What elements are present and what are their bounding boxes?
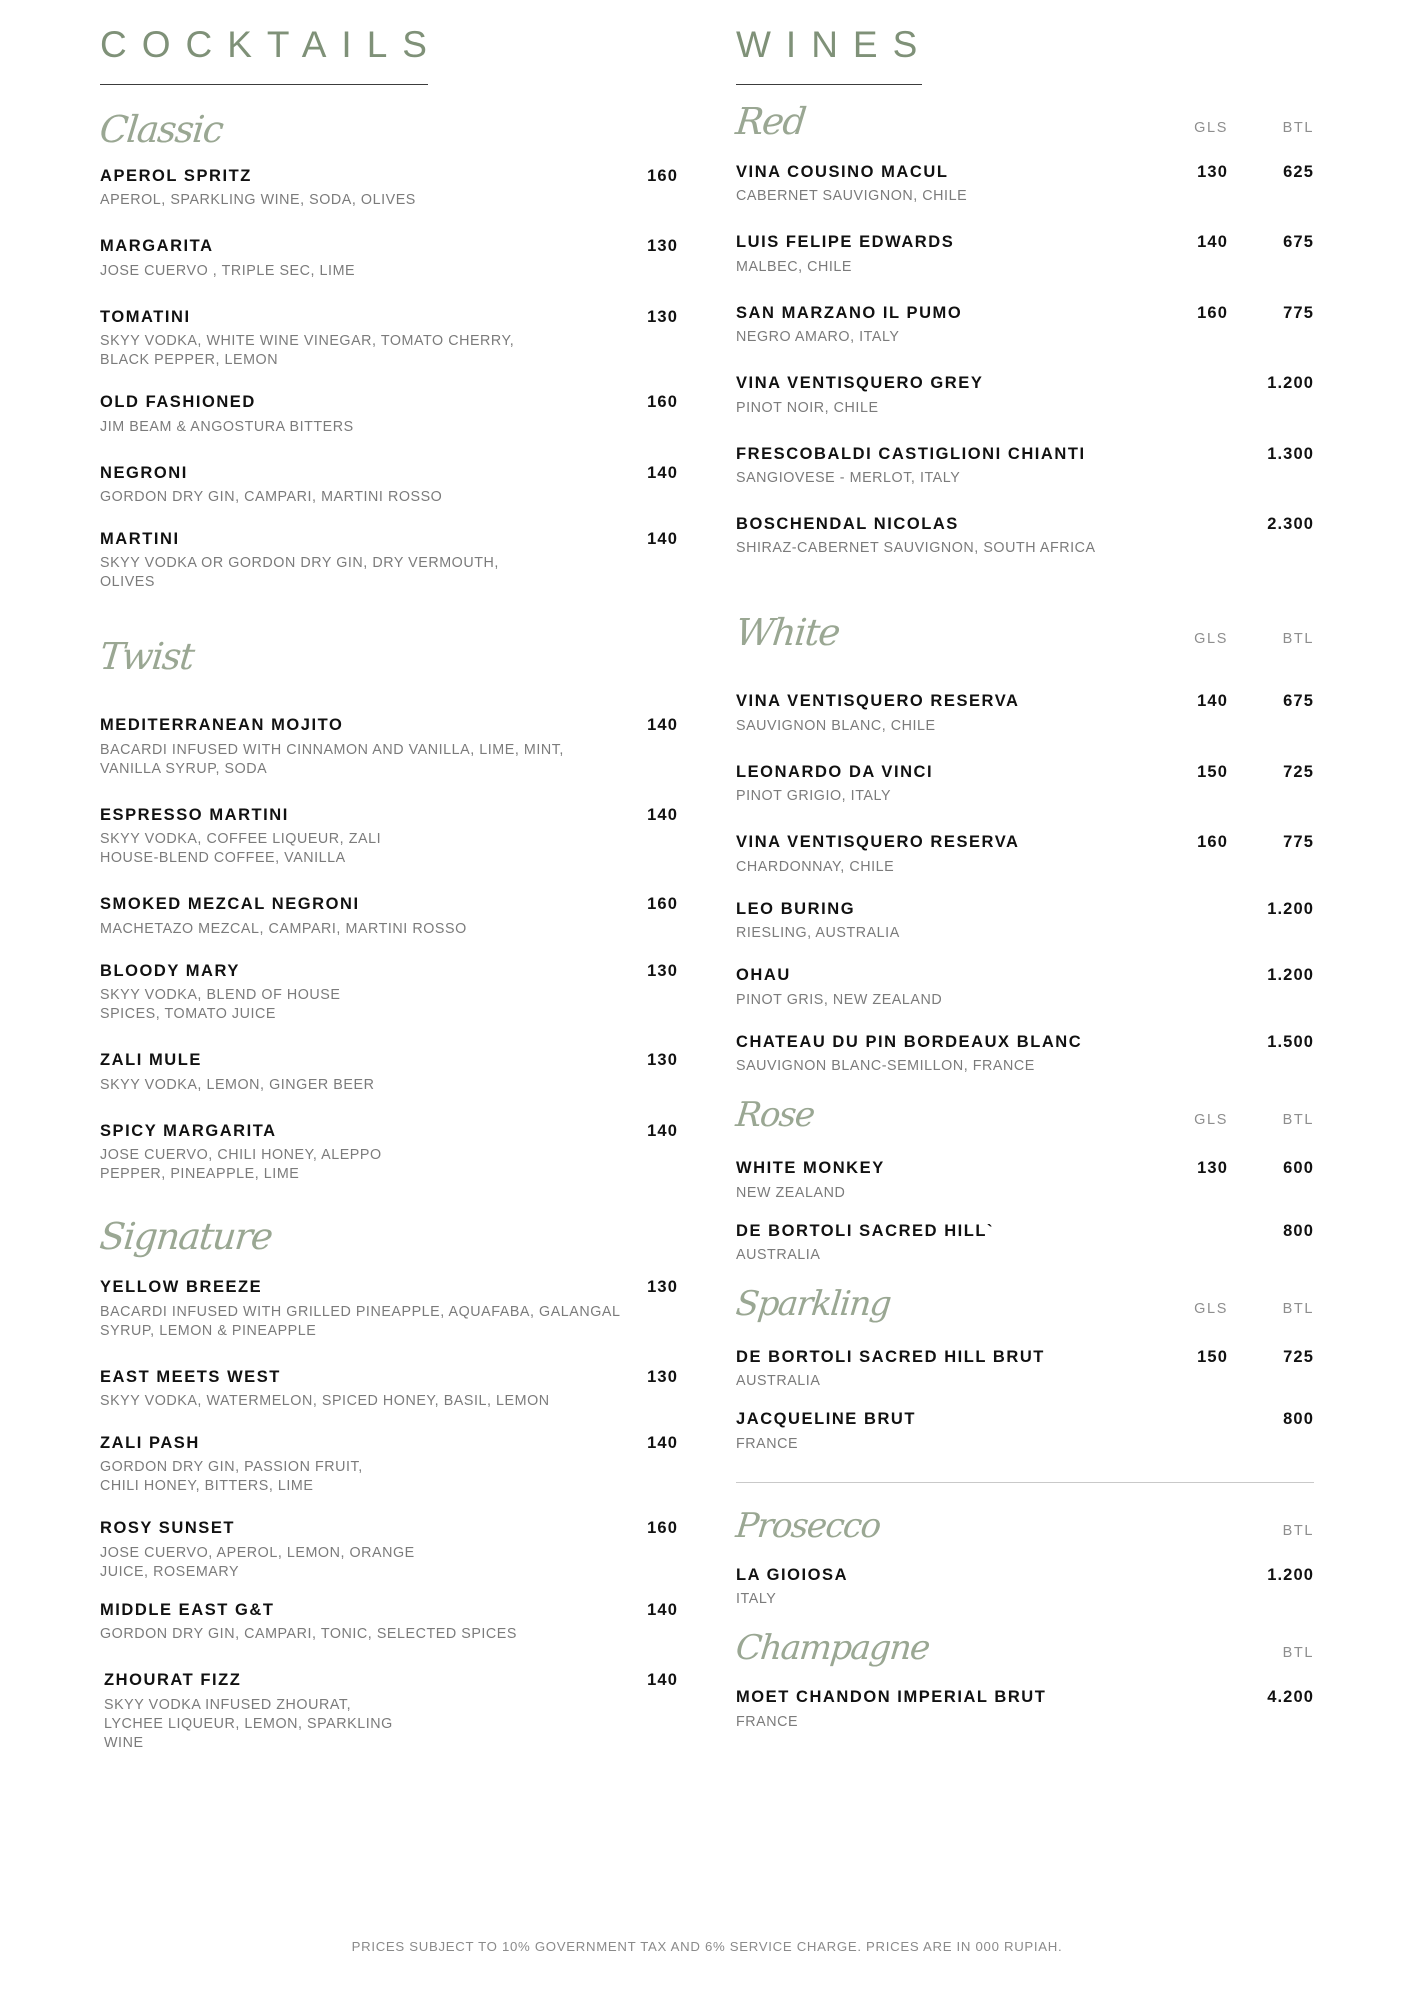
item-name: DE BORTOLI SACRED HILL BRUT: [736, 1347, 1045, 1366]
item-description: SKYY VODKA, COFFEE LIQUEUR, ZALI HOUSE-BLEND COFFEE, VANILLA: [100, 831, 382, 867]
section-divider: [736, 1482, 1314, 1483]
menu-item[interactable]: [100, 1277, 678, 1340]
wine-item[interactable]: [736, 965, 1314, 1009]
item-name: VINA VENTISQUERO GREY: [736, 374, 984, 393]
item-name: MIDDLE EAST G&T: [100, 1600, 275, 1619]
item-description: PINOT NOIR, CHILE: [736, 399, 879, 416]
column-headers: [1142, 631, 1314, 651]
section-header-champagne: [733, 1628, 1314, 1669]
item-price: 130: [647, 307, 678, 326]
item-price-btl: 1.200: [1267, 899, 1314, 918]
item-price-gls: 140: [1197, 233, 1228, 252]
item-name: MEDITERRANEAN MOJITO: [100, 716, 344, 735]
item-name: WHITE MONKEY: [736, 1159, 885, 1178]
column-header-gls: GLS: [1194, 1112, 1228, 1129]
wine-item[interactable]: [736, 832, 1314, 876]
item-description: GORDON DRY GIN, PASSION FRUIT, CHILI HONEY, BITTERS, LIME: [100, 1459, 363, 1495]
section-label-twist: Twist: [97, 635, 196, 679]
section-header-rose: [733, 1095, 1314, 1136]
item-price: 160: [647, 895, 678, 914]
item-price: 130: [647, 1367, 678, 1386]
item-description: JOSE CUERVO, APEROL, LEMON, ORANGE JUICE, ROSEMARY: [100, 1544, 415, 1580]
section-label-classic: Classic: [97, 107, 225, 151]
wine-item[interactable]: [736, 1032, 1314, 1076]
item-description: JOSE CUERVO, CHILI HONEY, ALEPPO PEPPER, PINEAPPLE, LIME: [100, 1147, 382, 1183]
menu-item[interactable]: [100, 166, 678, 210]
wine-item[interactable]: [736, 1409, 1314, 1453]
item-price-btl: 1.200: [1267, 966, 1314, 985]
wines-title: WINES: [736, 24, 933, 65]
item-price-btl: 625: [1283, 162, 1314, 181]
wines-column: [733, 24, 1314, 1732]
column-header-btl: BTL: [1282, 631, 1314, 648]
item-price-gls: 130: [1197, 1159, 1228, 1178]
column-header-gls: GLS: [1194, 631, 1228, 648]
item-description: SKYY VODKA, LEMON, GINGER BEER: [100, 1076, 375, 1093]
column-header-btl: BTL: [1282, 1112, 1314, 1129]
menu-item[interactable]: [100, 1121, 678, 1184]
column-header-btl: BTL: [1282, 1300, 1314, 1317]
item-description: SKYY VODKA, BLEND OF HOUSE SPICES, TOMATO JUICE: [100, 987, 341, 1023]
item-description: SANGIOVESE - MERLOT, ITALY: [736, 470, 961, 487]
section-header-red: [733, 99, 1314, 143]
item-name: CHATEAU DU PIN BORDEAUX BLANC: [736, 1032, 1083, 1051]
column-headers: [1142, 1523, 1314, 1543]
menu-item[interactable]: [100, 805, 678, 868]
wine-item[interactable]: [736, 514, 1314, 558]
item-price-gls: 140: [1197, 692, 1228, 711]
item-name: ROSY SUNSET: [100, 1519, 236, 1538]
item-name: ZALI MULE: [100, 1051, 202, 1070]
column-header-gls-empty: [1142, 1523, 1228, 1539]
wine-item[interactable]: [736, 762, 1314, 806]
item-price-btl: 800: [1283, 1410, 1314, 1429]
item-price: 140: [647, 1121, 678, 1140]
item-description: NEW ZEALAND: [736, 1184, 846, 1201]
item-price-gls: 150: [1197, 1347, 1228, 1366]
item-name: OHAU: [736, 966, 791, 985]
item-name: JACQUELINE BRUT: [736, 1410, 917, 1429]
item-price-btl: 2.300: [1267, 515, 1314, 534]
item-price-btl: 675: [1283, 233, 1314, 252]
item-name: NEGRONI: [100, 463, 188, 482]
section-label-rose: Rose: [733, 1095, 816, 1136]
column-headers: [1142, 1301, 1314, 1321]
section-label-sparkling: Sparkling: [733, 1283, 893, 1324]
footer-note: PRICES SUBJECT TO 10% GOVERNMENT TAX AND 6% SERVICE CHARGE. PRICES ARE IN 000 RUPIAH.: [351, 1939, 1063, 1954]
item-description: GORDON DRY GIN, CAMPARI, MARTINI ROSSO: [100, 489, 443, 506]
item-price-btl: 1.300: [1267, 444, 1314, 463]
item-description: SAUVIGNON BLANC-SEMILLON, FRANCE: [736, 1058, 1035, 1075]
menu-item[interactable]: [100, 236, 678, 280]
item-price: 140: [647, 805, 678, 824]
item-name: SPICY MARGARITA: [100, 1121, 277, 1140]
menu-item[interactable]: [100, 1367, 678, 1411]
item-description: JOSE CUERVO , TRIPLE SEC, LIME: [100, 262, 356, 279]
item-name: EAST MEETS WEST: [100, 1367, 281, 1386]
item-description: SKYY VODKA, WATERMELON, SPICED HONEY, BASIL, LEMON: [100, 1392, 550, 1409]
item-name: LA GIOIOSA: [736, 1565, 849, 1584]
wine-item[interactable]: [736, 1687, 1314, 1731]
item-description: AUSTRALIA: [736, 1373, 821, 1390]
menu-item[interactable]: [100, 961, 678, 1024]
item-price-gls: 160: [1197, 833, 1228, 852]
item-price-btl: 775: [1283, 833, 1314, 852]
item-description: MALBEC, CHILE: [736, 258, 852, 275]
wine-item[interactable]: [736, 232, 1314, 276]
item-name: BOSCHENDAL NICOLAS: [736, 515, 959, 534]
item-name: SAN MARZANO IL PUMO: [736, 303, 963, 322]
section-label-white: White: [733, 611, 842, 655]
item-price-btl: 725: [1283, 1347, 1314, 1366]
item-price: 160: [647, 1519, 678, 1538]
item-price: 130: [647, 237, 678, 256]
menu-item[interactable]: [100, 307, 678, 370]
column-header-btl: BTL: [1282, 1522, 1314, 1539]
item-name: OLD FASHIONED: [100, 393, 256, 412]
section-header-sparkling: [733, 1283, 1314, 1324]
item-price-btl: 725: [1283, 762, 1314, 781]
item-name: VINA COUSINO MACUL: [736, 162, 949, 181]
item-description: FRANCE: [736, 1713, 799, 1730]
wine-item[interactable]: [736, 1158, 1314, 1202]
item-name: MOET CHANDON IMPERIAL BRUT: [736, 1688, 1047, 1707]
item-price-btl: 775: [1283, 303, 1314, 322]
item-name: VINA VENTISQUERO RESERVA: [736, 833, 1020, 852]
wine-item[interactable]: [736, 899, 1314, 943]
item-name: ZHOURAT FIZZ: [104, 1671, 242, 1690]
item-description: SKYY VODKA OR GORDON DRY GIN, DRY VERMOUTH, OLIVES: [100, 555, 499, 591]
column-header-btl: BTL: [1282, 1645, 1314, 1662]
item-description: PINOT GRIGIO, ITALY: [736, 788, 892, 805]
item-name: MARTINI: [100, 530, 180, 549]
item-price-btl: 600: [1283, 1159, 1314, 1178]
item-price: 130: [647, 1051, 678, 1070]
wine-item[interactable]: [736, 691, 1314, 735]
item-name: LEONARDO DA VINCI: [736, 762, 934, 781]
item-name: YELLOW BREEZE: [100, 1278, 263, 1297]
item-name: APEROL SPRITZ: [100, 166, 252, 185]
item-name: ZALI PASH: [100, 1433, 200, 1452]
item-price-btl: 800: [1283, 1221, 1314, 1240]
item-price: 140: [647, 1671, 678, 1690]
item-name: FRESCOBALDI CASTIGLIONI CHIANTI: [736, 444, 1086, 463]
wine-item[interactable]: [736, 1565, 1314, 1609]
item-name: SMOKED MEZCAL NEGRONI: [100, 895, 360, 914]
item-description: AUSTRALIA: [736, 1246, 821, 1263]
item-price: 140: [647, 463, 678, 482]
menu-item[interactable]: [100, 1050, 678, 1094]
item-price-gls: 150: [1197, 762, 1228, 781]
item-description: APEROL, SPARKLING WINE, SODA, OLIVES: [100, 192, 416, 209]
menu-item[interactable]: [100, 894, 678, 938]
menu-item[interactable]: [100, 715, 678, 778]
wine-item[interactable]: [736, 1221, 1314, 1265]
item-description: PINOT GRIS, NEW ZEALAND: [736, 991, 943, 1008]
item-price-btl: 1.200: [1267, 374, 1314, 393]
column-headers: [1142, 120, 1314, 140]
item-description: ITALY: [736, 1591, 777, 1608]
section-label-red: Red: [733, 99, 808, 143]
item-name: ESPRESSO MARTINI: [100, 805, 289, 824]
cocktails-column: [97, 24, 678, 1753]
menu-item[interactable]: [100, 1670, 678, 1752]
menu-item[interactable]: [100, 529, 678, 592]
item-name: DE BORTOLI SACRED HILL`: [736, 1221, 995, 1240]
item-price: 140: [647, 1433, 678, 1452]
item-price-btl: 675: [1283, 692, 1314, 711]
cocktails-title: COCKTAILS: [100, 24, 442, 65]
item-description: SKYY VODKA INFUSED ZHOURAT, LYCHEE LIQUEUR, LEMON, SPARKLING WINE: [104, 1696, 393, 1751]
item-price: 130: [647, 961, 678, 980]
menu-item[interactable]: [100, 463, 678, 507]
item-name: BLOODY MARY: [100, 961, 240, 980]
column-headers: [1142, 1112, 1314, 1132]
section-label-prosecco: Prosecco: [733, 1505, 882, 1546]
item-price-gls: 160: [1197, 303, 1228, 322]
item-description: SHIRAZ-CABERNET SAUVIGNON, SOUTH AFRICA: [736, 540, 1096, 557]
menu-columns: [97, 24, 1314, 1753]
item-price: 140: [647, 716, 678, 735]
item-description: GORDON DRY GIN, CAMPARI, TONIC, SELECTED SPICES: [100, 1626, 517, 1643]
item-name: TOMATINI: [100, 307, 191, 326]
item-description: SAUVIGNON BLANC, CHILE: [736, 717, 936, 734]
wine-item[interactable]: [736, 373, 1314, 417]
column-header-gls: GLS: [1194, 119, 1228, 136]
wine-item[interactable]: [736, 303, 1314, 347]
column-headers: [1142, 1645, 1314, 1665]
wine-item[interactable]: [736, 162, 1314, 206]
item-price: 140: [647, 1600, 678, 1619]
item-price-btl: 4.200: [1267, 1688, 1314, 1707]
item-description: SKYY VODKA, WHITE WINE VINEGAR, TOMATO CHERRY, BLACK PEPPER, LEMON: [100, 333, 515, 369]
menu-item[interactable]: [100, 1600, 678, 1644]
menu-item[interactable]: [100, 1518, 678, 1581]
item-description: JIM BEAM & ANGOSTURA BITTERS: [100, 418, 354, 435]
item-description: FRANCE: [736, 1435, 799, 1452]
item-description: MACHETAZO MEZCAL, CAMPARI, MARTINI ROSSO: [100, 920, 467, 937]
item-price: 130: [647, 1278, 678, 1297]
wine-item[interactable]: [736, 1347, 1314, 1391]
section-header-white: [733, 611, 1314, 655]
section-label-champagne: Champagne: [733, 1628, 931, 1669]
item-price: 160: [647, 393, 678, 412]
item-name: LUIS FELIPE EDWARDS: [736, 233, 955, 252]
section-header-prosecco: [733, 1505, 1314, 1546]
item-price: 140: [647, 530, 678, 549]
column-header-gls: GLS: [1194, 1300, 1228, 1317]
item-description: BACARDI INFUSED WITH GRILLED PINEAPPLE, AQUAFABA, GALANGAL SYRUP, LEMON & PINEAPPLE: [100, 1303, 620, 1339]
item-name: MARGARITA: [100, 237, 214, 256]
menu-item[interactable]: [100, 1433, 678, 1496]
item-price: 160: [647, 166, 678, 185]
item-name: VINA VENTISQUERO RESERVA: [736, 692, 1020, 711]
wine-item[interactable]: [736, 444, 1314, 488]
section-label-signature: Signature: [97, 1215, 274, 1259]
item-description: CABERNET SAUVIGNON, CHILE: [736, 188, 968, 205]
item-description: BACARDI INFUSED WITH CINNAMON AND VANILLA, LIME, MINT, VANILLA SYRUP, SODA: [100, 741, 564, 777]
item-price-gls: 130: [1197, 162, 1228, 181]
item-description: NEGRO AMARO, ITALY: [736, 329, 900, 346]
item-price-btl: 1.500: [1267, 1032, 1314, 1051]
column-header-btl: BTL: [1282, 119, 1314, 136]
item-description: RIESLING, AUSTRALIA: [736, 925, 900, 942]
menu-item[interactable]: [100, 392, 678, 436]
item-price-btl: 1.200: [1267, 1565, 1314, 1584]
column-header-gls-empty: [1142, 1645, 1228, 1661]
item-description: CHARDONNAY, CHILE: [736, 858, 895, 875]
item-name: LEO BURING: [736, 899, 856, 918]
